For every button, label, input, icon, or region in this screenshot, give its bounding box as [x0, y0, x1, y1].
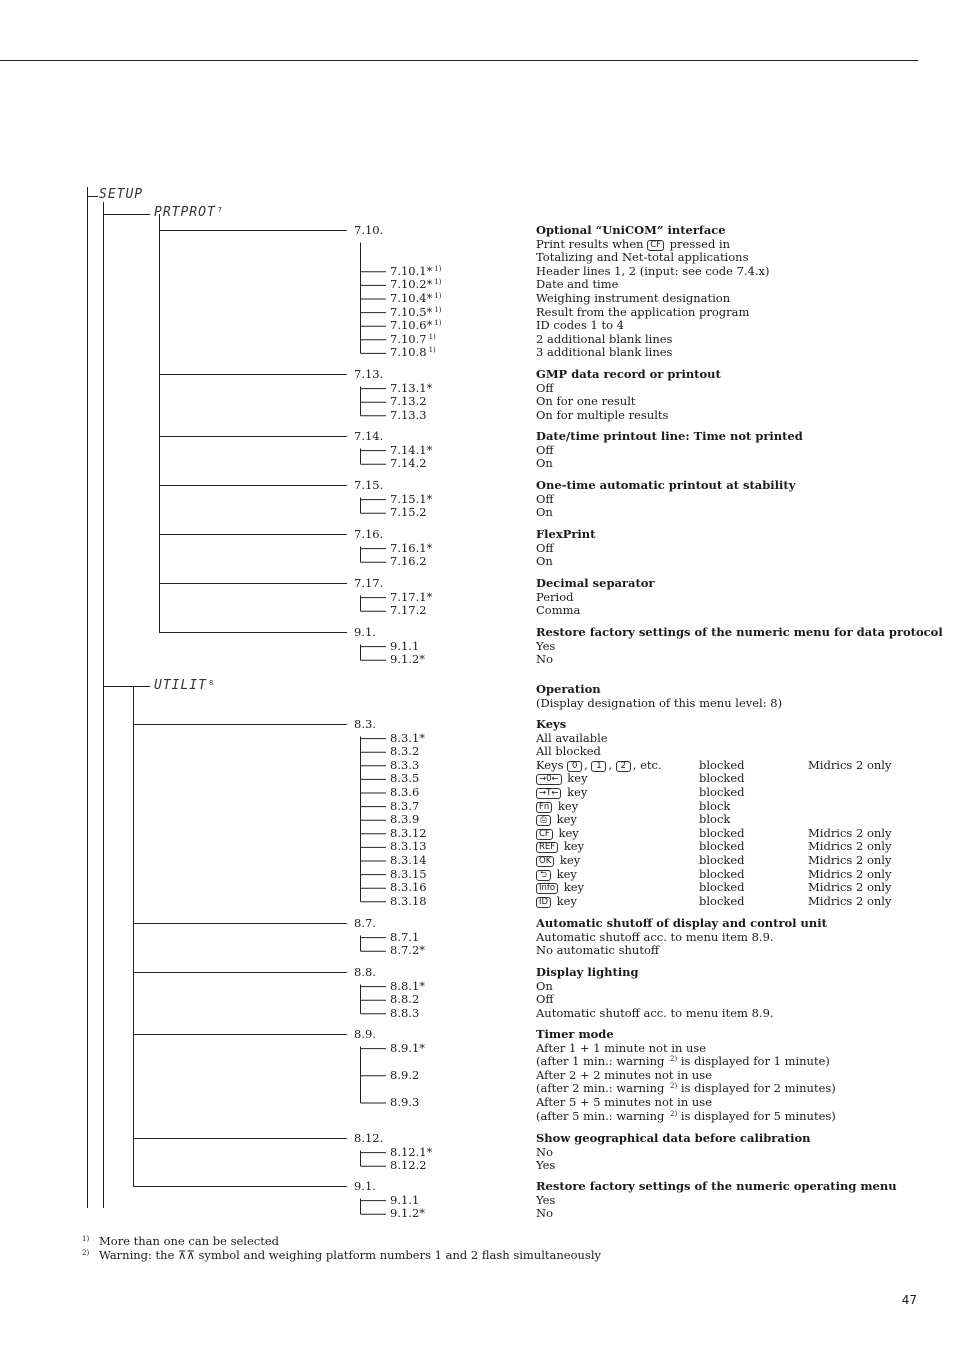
utilit-item-state: blocked	[699, 880, 745, 895]
prtprot-display-label: PRTPROT $^7$	[154, 205, 224, 220]
prtprot-item-code: 7.10.7 $^{1)}$	[390, 331, 436, 346]
utilit-item-code: 9.1.1	[390, 1192, 420, 1207]
prtprot-item-code: 9.1.1	[390, 638, 420, 653]
utilit-group-code: 8.7.	[354, 916, 376, 930]
utilit-item-state: blocked	[699, 866, 745, 881]
prtprot-group-title: Optional “UniCOM” interface	[536, 223, 726, 237]
prtprot-item-desc: Result from the application program	[536, 304, 750, 319]
utilit-item-desc: Yes	[536, 1192, 556, 1207]
prtprot-group-desc: Print results when CF pressed in	[536, 236, 731, 251]
prtprot-item-desc: No	[536, 652, 553, 667]
key-icon: ⎙	[536, 815, 551, 826]
prtprot-item-code: 7.10.2* $^{1)}$	[390, 277, 442, 292]
prtprot-group-code: 7.15.	[354, 478, 384, 492]
prtprot-item-desc: Off	[536, 442, 554, 457]
utilit-item-desc: →T← key	[536, 786, 587, 800]
prtprot-item-code: 7.10.4* $^{1)}$	[390, 291, 442, 305]
utilit-item-code: 8.3.3	[390, 757, 420, 772]
key-icon: ⮌	[536, 870, 551, 881]
prtprot-item-code: 7.16.2	[390, 554, 427, 569]
utilit-item-desc: Off	[536, 992, 554, 1007]
footnote-text: Warning: the ⊼⊼ symbol and weighing platform numbers 1 and 2 flash simultaneously	[99, 1248, 602, 1262]
utilit-item-desc: →0← key	[536, 772, 588, 786]
utilit-item-code: 8.3.2	[390, 744, 420, 759]
utilit-item-code: 8.9.1*	[390, 1040, 426, 1055]
prtprot-item-code: 7.17.2	[390, 603, 427, 618]
utilit-item-state: blocked	[699, 839, 745, 854]
prtprot-item-code: 7.10.6* $^{1)}$	[390, 318, 442, 333]
footnote-mark: 1)	[82, 1235, 90, 1243]
prtprot-item-code: 7.10.1* $^{1)}$	[390, 263, 442, 278]
utilit-item-desc-2: (after 1 min.: warning $^{2)}$ is displayed for 1 minute)	[536, 1054, 830, 1069]
utilit-item-desc: All available	[536, 730, 608, 745]
prtprot-item-desc: 3 additional blank lines	[536, 345, 673, 360]
key-icon: →0←	[536, 774, 562, 785]
utilit-header-desc: (Display designation of this menu level: 8)	[536, 696, 783, 710]
footnote-mark: 2)	[82, 1249, 90, 1257]
key-icon: REF	[536, 842, 558, 853]
utilit-group-title: Display lighting	[536, 965, 639, 979]
utilit-item-desc: After 1 + 1 minute not in use	[536, 1040, 707, 1055]
utilit-group-code: 8.3.	[354, 717, 376, 731]
prtprot-group-title: One-time automatic printout at stability	[536, 478, 796, 492]
prtprot-group-title: FlexPrint	[536, 527, 596, 541]
utilit-group-code: 9.1.	[354, 1179, 376, 1193]
key-icon: 1	[591, 761, 606, 772]
prtprot-item-desc: Off	[536, 491, 554, 506]
utilit-item-state: blocked	[699, 853, 745, 867]
key-icon: 2	[616, 761, 631, 772]
prtprot-group-code: 7.13.	[354, 367, 384, 381]
key-icon: OK	[536, 856, 554, 867]
utilit-group-title: Automatic shutoff of display and control unit	[536, 916, 827, 930]
utilit-item-code: 8.3.16	[390, 880, 427, 895]
prtprot-item-code: 7.13.3	[390, 407, 427, 422]
prtprot-item-code: 7.10.8 $^{1)}$	[390, 345, 436, 360]
utilit-item-desc: ⎙ key	[536, 813, 577, 827]
utilit-display-label: UTILIT $^8$	[154, 678, 215, 693]
setup-display-label: SETUP	[99, 187, 144, 202]
prtprot-group-title: Date/time printout line: Time not printed	[536, 429, 803, 443]
utilit-item-code: 8.3.1*	[390, 730, 426, 745]
utilit-item-desc: After 2 + 2 minutes not in use	[536, 1067, 713, 1082]
utilit-item-desc: On	[536, 978, 553, 993]
utilit-item-desc: OK key	[536, 854, 580, 868]
utilit-item-code: 8.12.2	[390, 1158, 427, 1173]
utilit-item-code: 8.3.15	[390, 866, 427, 881]
prtprot-item-desc: Off	[536, 380, 554, 395]
utilit-item-code: 8.3.14	[390, 853, 427, 867]
prtprot-item-desc: Yes	[536, 638, 556, 653]
utilit-item-state: blocked	[699, 825, 745, 840]
utilit-item-code: 8.12.1*	[390, 1144, 433, 1159]
utilit-group-title: Timer mode	[536, 1027, 614, 1041]
prtprot-item-desc: Weighing instrument designation	[536, 291, 731, 305]
prtprot-item-desc: ID codes 1 to 4	[536, 318, 624, 333]
prtprot-group-title: Decimal separator	[536, 576, 655, 590]
utilit-item-desc: ⮌ key	[536, 868, 577, 882]
prtprot-group-code: 9.1.	[354, 625, 376, 639]
utilit-group-code: 8.9.	[354, 1027, 376, 1041]
prtprot-item-code: 7.16.1*	[390, 540, 433, 555]
utilit-item-note: Midrics 2 only	[808, 853, 892, 867]
utilit-item-desc: ID key	[536, 895, 577, 909]
utilit-item-code: 8.8.3	[390, 1005, 420, 1020]
prtprot-item-desc: On	[536, 554, 553, 569]
prtprot-item-desc: On	[536, 505, 553, 520]
utilit-item-desc: After 5 + 5 minutes not in use	[536, 1095, 713, 1109]
key-icon: CF	[536, 829, 553, 840]
prtprot-item-code: 7.13.2	[390, 394, 427, 409]
prtprot-group-code: 7.16.	[354, 527, 384, 541]
prtprot-item-code: 7.14.1*	[390, 442, 433, 457]
prtprot-item-desc: 2 additional blank lines	[536, 331, 673, 346]
prtprot-group-desc: Totalizing and Net-total applications	[536, 250, 749, 265]
prtprot-item-code: 7.15.1*	[390, 491, 433, 506]
utilit-item-note: Midrics 2 only	[808, 839, 892, 854]
prtprot-group-title: Restore factory settings of the numeric menu for data protocol	[536, 625, 943, 639]
utilit-group-title: Show geographical data before calibration	[536, 1131, 811, 1145]
footnote-text: More than one can be selected	[99, 1234, 279, 1248]
key-icon: Info	[536, 883, 558, 894]
prtprot-item-code: 7.17.1*	[390, 589, 433, 604]
prtprot-group-title: GMP data record or printout	[536, 367, 721, 381]
utilit-item-note: Midrics 2 only	[808, 893, 892, 908]
utilit-item-code: 8.9.3	[390, 1095, 420, 1109]
key-icon: CF	[647, 240, 664, 251]
prtprot-group-code: 7.10.	[354, 223, 384, 237]
utilit-item-state: blocked	[699, 785, 745, 799]
prtprot-item-code: 7.15.2	[390, 505, 427, 520]
utilit-item-code: 8.3.9	[390, 812, 420, 827]
utilit-group-title: Restore factory settings of the numeric operating menu	[536, 1179, 897, 1193]
utilit-item-note: Midrics 2 only	[808, 880, 892, 895]
utilit-item-desc: Info key	[536, 881, 584, 895]
utilit-item-state: blocked	[699, 757, 745, 772]
prtprot-item-desc: On	[536, 456, 553, 471]
key-icon: →T←	[536, 788, 561, 799]
utilit-item-desc: No automatic shutoff	[536, 943, 660, 958]
utilit-item-state: block	[699, 812, 731, 827]
prtprot-item-code: 7.10.5* $^{1)}$	[390, 304, 442, 319]
key-icon: ID	[536, 897, 551, 908]
utilit-item-code: 8.3.13	[390, 839, 427, 854]
page-number: 47	[901, 1293, 917, 1307]
utilit-group-code: 8.12.	[354, 1131, 384, 1145]
utilit-item-code: 8.3.5	[390, 771, 420, 786]
utilit-group-title: Keys	[536, 717, 567, 731]
prtprot-item-desc: Comma	[536, 603, 581, 618]
utilit-item-desc: Fn key	[536, 800, 578, 814]
utilit-item-code: 8.8.1*	[390, 978, 426, 993]
utilit-item-desc: Yes	[536, 1158, 556, 1173]
prtprot-item-code: 7.13.1*	[390, 380, 433, 395]
utilit-item-desc: Automatic shutoff acc. to menu item 8.9.	[536, 1005, 774, 1020]
utilit-item-desc-2: (after 5 min.: warning $^{2)}$ is displayed for 5 minutes)	[536, 1108, 836, 1123]
utilit-item-state: blocked	[699, 771, 745, 786]
utilit-item-desc-2: (after 2 min.: warning $^{2)}$ is displayed for 2 minutes)	[536, 1081, 836, 1096]
utilit-item-desc: Automatic shutoff acc. to menu item 8.9.	[536, 929, 774, 944]
utilit-item-desc: All blocked	[536, 744, 601, 759]
utilit-item-note: Midrics 2 only	[808, 825, 892, 840]
utilit-item-desc: No	[536, 1144, 553, 1159]
prtprot-group-code: 7.17.	[354, 576, 384, 590]
utilit-item-desc: No	[536, 1206, 553, 1221]
utilit-item-code: 8.3.7	[390, 798, 420, 813]
utilit-item-note: Midrics 2 only	[808, 757, 892, 772]
utilit-item-code: 8.9.2	[390, 1067, 420, 1082]
prtprot-item-desc: On for one result	[536, 394, 636, 409]
prtprot-item-desc: Date and time	[536, 277, 619, 292]
prtprot-group-code: 7.14.	[354, 429, 384, 443]
utilit-item-code: 8.3.18	[390, 893, 427, 908]
prtprot-item-desc: Off	[536, 540, 554, 555]
prtprot-item-desc: On for multiple results	[536, 407, 669, 422]
utilit-item-desc: CF key	[536, 827, 579, 841]
prtprot-item-code: 7.14.2	[390, 456, 427, 471]
utilit-item-code: 9.1.2*	[390, 1206, 426, 1221]
key-icon: Fn	[536, 802, 552, 813]
utilit-item-code: 8.3.6	[390, 785, 420, 799]
utilit-item-code: 8.3.12	[390, 825, 427, 840]
utilit-item-state: block	[699, 798, 731, 813]
utilit-header-title: Operation	[536, 682, 601, 696]
prtprot-item-desc: Period	[536, 589, 574, 604]
utilit-item-desc: REF key	[536, 840, 584, 854]
prtprot-item-code: 9.1.2*	[390, 652, 426, 667]
utilit-item-desc: Keys 0 , 1 , 2 , etc.	[536, 757, 662, 772]
utilit-item-code: 8.7.2*	[390, 943, 426, 958]
prtprot-item-desc: Header lines 1, 2 (input: see code 7.4.x)	[536, 263, 770, 278]
key-icon: 0	[567, 761, 582, 772]
utilit-item-code: 8.7.1	[390, 929, 420, 944]
utilit-group-code: 8.8.	[354, 965, 376, 979]
utilit-item-code: 8.8.2	[390, 992, 420, 1007]
utilit-item-state: blocked	[699, 893, 745, 908]
utilit-item-note: Midrics 2 only	[808, 866, 892, 881]
